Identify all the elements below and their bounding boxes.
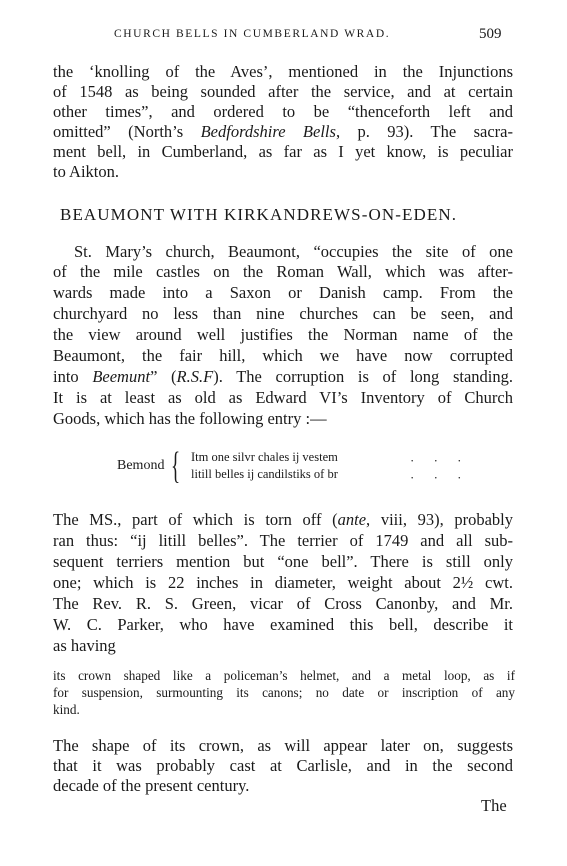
text-line: The Rev. R. S. Green, vicar of Cross Canonby, and Mr. — [53, 594, 513, 613]
text-line: ment bell, in Cumberland, as far as I yet know, is peculiar — [53, 142, 513, 161]
text-line: of the mile castles on the Roman Wall, which was after- — [53, 262, 513, 281]
text-line: ran thus: “ij litill belles”. The terrier of 1749 and all sub- — [53, 531, 513, 550]
text-line: sequent terriers mention but “one bell”. There is still only — [53, 552, 513, 571]
text-line: the view around well justifies the Norman name of the — [53, 325, 513, 344]
quote-line: kind. — [53, 702, 80, 717]
text-line: that it was probably cast at Carlisle, and in the second — [53, 756, 513, 775]
text-line: the ‘knolling of the Aves’, mentioned in the Injunctions — [53, 62, 513, 81]
text-line: W. C. Parker, who have examined this bell, describe it — [53, 615, 513, 634]
inventory-item: Itm one silvr chales ij vestem — [191, 450, 338, 464]
text-line: as having — [53, 636, 116, 655]
page-number: 509 — [479, 26, 502, 42]
section-heading: BEAUMONT WITH KIRKANDREWS-ON-EDEN. — [60, 205, 458, 224]
text-line: St. Mary’s church, Beaumont, “occupies the site of one — [74, 242, 513, 261]
text-line: It is at least as old as Edward VI’s Inventory of Church — [53, 388, 513, 407]
text-line: The shape of its crown, as will appear later on, suggests — [53, 736, 513, 755]
text-line: Goods, which has the following entry :— — [53, 409, 327, 428]
text-line: other times”, and ordered to be “thenceforth left and — [53, 102, 513, 121]
running-head — [0, 26, 567, 46]
brace-glyph: { — [171, 445, 181, 487]
text-line: churchyard no less than nine churches can be seen, and — [53, 304, 513, 323]
text-line: into Beemunt” (R.S.F). The corruption is of long standing. — [53, 367, 513, 386]
text-line: wards made into a Saxon or Danish camp. From the — [53, 283, 513, 302]
running-title: CHURCH BELLS IN CUMBERLAND WRAD. — [114, 28, 391, 40]
ellipsis-dots: · · · — [410, 453, 470, 468]
text-line: of 1548 as being sounded after the service, and at certain — [53, 82, 513, 101]
text-line: The MS., part of which is torn off (ante, viii, 93), probably — [53, 510, 513, 529]
text-line: omitted” (North’s Bedfordshire Bells, p. 93). The sacra- — [53, 122, 513, 141]
inventory-item: litill belles ij candilstiks of br — [191, 467, 338, 481]
quote-line: its crown shaped like a policeman’s helmet, and a metal loop, as if — [53, 668, 515, 683]
text-line: to Aikton. — [53, 162, 120, 181]
text-line: one; which is 22 inches in diameter, weight about 2½ cwt. — [53, 573, 513, 592]
catchword: The — [481, 796, 507, 815]
ellipsis-dots: · · · — [410, 470, 470, 485]
inventory-label: Bemond — [117, 458, 165, 473]
text-line: Beaumont, the fair hill, which we have now corrupted — [53, 346, 513, 365]
quote-line: for suspension, surmounting its canons; no date or inscription of any — [53, 685, 515, 700]
text-line: decade of the present century. — [53, 776, 250, 795]
